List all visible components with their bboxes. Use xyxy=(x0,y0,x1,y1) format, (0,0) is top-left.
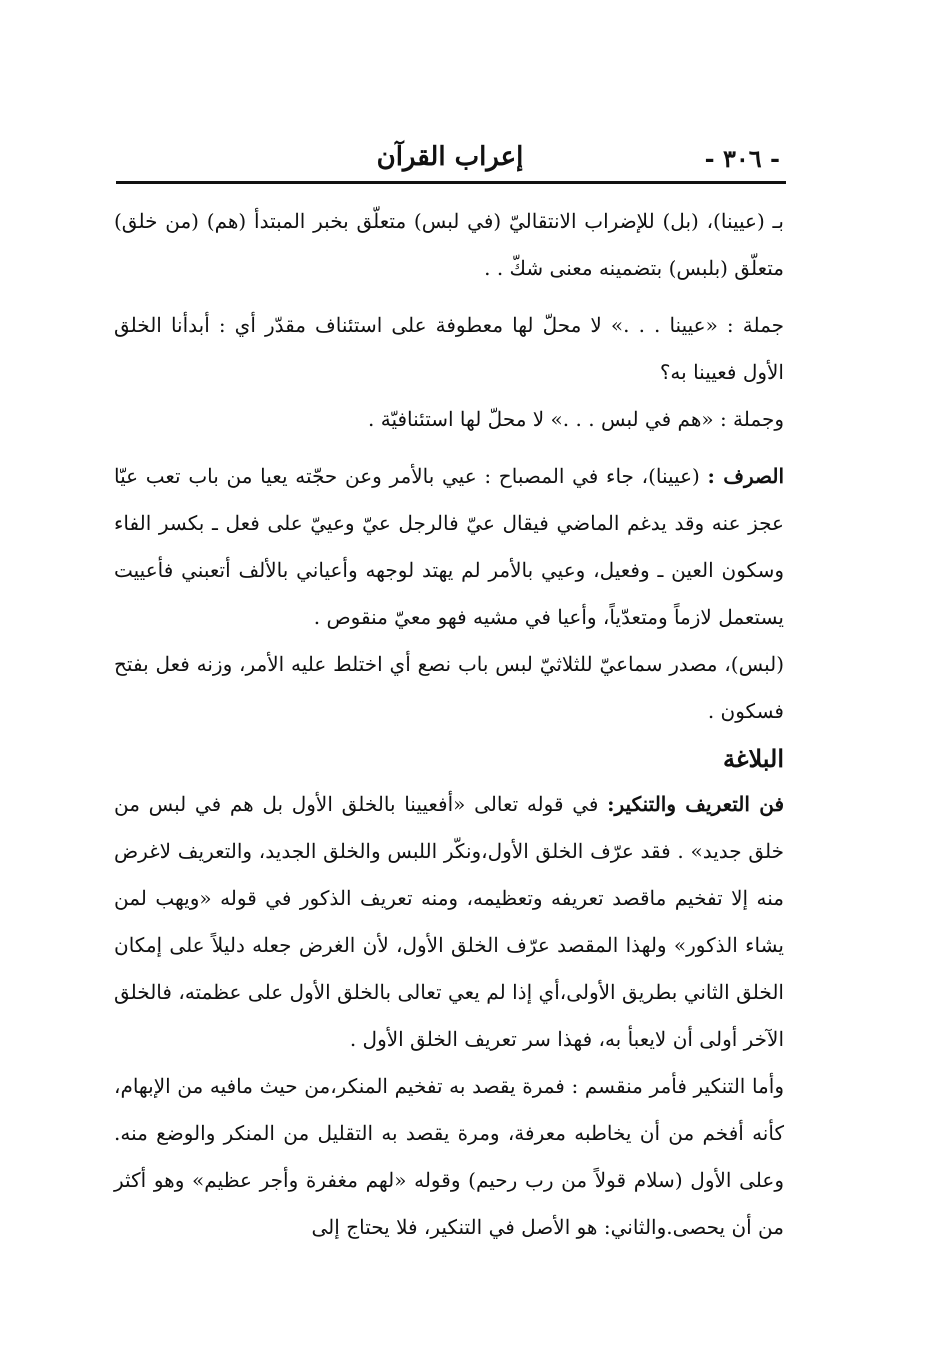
paragraph-lubs: (لبس)، مصدر سماعيّ للثلاثيّ لبس باب نصع أي اختلط عليه الأمر، وزنه فعل بفتح فسكون . xyxy=(114,652,784,723)
sarf-text: (عيينا)، جاء في المصباح : عيي بالأمر وعن حجّته يعيا من باب تعب عيّا عجز عنه وقد يدغم الماضي فيقال عيّ فالرجل عيّ وعييّ على فعل ـ بكسر الفاء وسكون العين ـ وفعيل، وعيي بالأمر لم يهتد لوجهه وأعياني بالألف أتعبني فأعييت يستعمل لازماً ومتعدّياً، وأعيا في مشيه فهو معيّ منقوص . xyxy=(114,464,784,629)
tarif-tankir-heading: فن التعريف والتنكير: xyxy=(607,792,785,816)
paragraph-irab-detail: بـ (عيينا)، (بل) للإضراب الانتقاليّ (في لبس) متعلّق بخبر المبتدأ (هم) (من خلق) متعلّق (بلبس) بتضمينه معنى شكّ . . xyxy=(114,209,784,280)
paragraph-sarf xyxy=(114,453,784,641)
paragraph-tarif-tankir xyxy=(114,781,784,1063)
paragraph-jumla-2: وجملة : «هم في لبس . . .» لا محلّ لها استئنافيّة . xyxy=(368,407,784,431)
book-title: إعراب القرآن xyxy=(376,142,524,172)
page-body xyxy=(114,198,784,1251)
header-divider xyxy=(116,181,786,184)
sarf-heading: الصرف : xyxy=(707,464,785,488)
section-title-balagha: البلاغة xyxy=(723,744,784,773)
paragraph-jumla-1: جملة : «عيينا . . .» لا محلّ لها معطوفة على استئناف مقدّر أي : أبدأنا الخلق الأول فعيينا به؟ xyxy=(114,313,784,384)
paragraph-tankir: وأما التنكير فأمر منقسم : فمرة يقصد به تفخيم المنكر،من حيث مافيه من الإبهام، كأنه أفخم من أن يخاطبه معرفة، ومرة يقصد به التقليل من المنكر والوضع منه. وعلى الأول (سلام قولاً من رب رحيم) وقوله «لهم مغفرة وأجر عظيم» وهو أكثر من أن يحصى.والثاني: هو الأصل في التنكير، فلا يحتاج إلى xyxy=(114,1074,784,1239)
page-header xyxy=(116,142,784,182)
page-number: - ٣٠٦ - xyxy=(704,144,780,173)
tarif-tankir-text: في قوله تعالى «أفعيينا بالخلق الأول بل هم في لبس من خلق جديد» . فقد عرّف الخلق الأول،ونكّر اللبس والخلق الجديد، والتعريف لاغرض منه إلا تفخيم ماقصد تعريفه وتعظيمه، ومنه تعريف الذكور في قوله «ويهب لمن يشاء الذكور» ولهذا المقصد عرّف الخلق الأول، لأن الغرض جعله دليلاً على إمكان الخلق الثاني بطريق الأولى،أي إذا لم يعي تعالى بالخلق الأول على عظمته، فالخلق الآخر أولى أن لايعبأ به، فهذا سر تعريف الخلق الأول . xyxy=(114,792,784,1051)
